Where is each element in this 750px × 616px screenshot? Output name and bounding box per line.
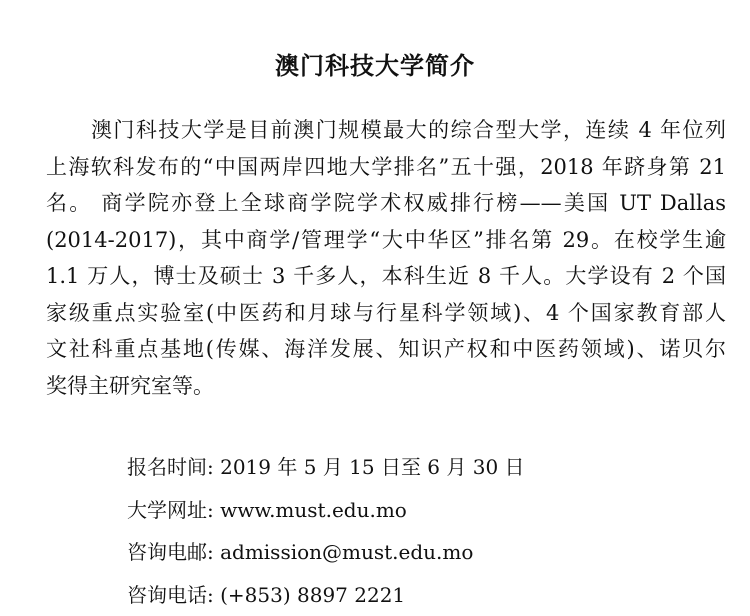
intro-paragraph (46, 112, 726, 404)
paragraph-line-3: 名。 商学院亦登上全球商学院学术权威排行榜——美国 UT Dallas (46, 185, 726, 222)
paragraph-line-2: 上海软科发布的“中国两岸四地大学排名”五十强，2018 年跻身第 21 (46, 149, 726, 186)
university-website: 大学网址: www.must.edu.mo (127, 489, 525, 532)
document-title: 澳门科技大学简介 (0, 46, 750, 81)
paragraph-line-4: (2014-2017)，其中商学/管理学“大中华区”排名第 29。在校学生逾 (46, 222, 726, 259)
paragraph-line-6: 家级重点实验室(中医药和月球与行星科学领域)、4 个国家教育部人 (46, 295, 726, 332)
paragraph-line-7: 文社科重点基地(传媒、海洋发展、知识产权和中医药领域)、诺贝尔 (46, 331, 726, 368)
enquiry-email: 咨询电邮: admission@must.edu.mo (127, 531, 525, 574)
paragraph-line-8: 奖得主研究室等。 (46, 368, 726, 405)
enquiry-phone: 咨询电话: (+853) 8897 2221 (127, 574, 525, 616)
paragraph-line-5: 1.1 万人，博士及硕士 3 千多人，本科生近 8 千人。大学设有 2 个国 (46, 258, 726, 295)
paragraph-line-1: 澳门科技大学是目前澳门规模最大的综合型大学，连续 4 年位列 (46, 112, 726, 149)
contact-info (127, 446, 525, 616)
registration-period: 报名时间: 2019 年 5 月 15 日至 6 月 30 日 (127, 446, 525, 489)
